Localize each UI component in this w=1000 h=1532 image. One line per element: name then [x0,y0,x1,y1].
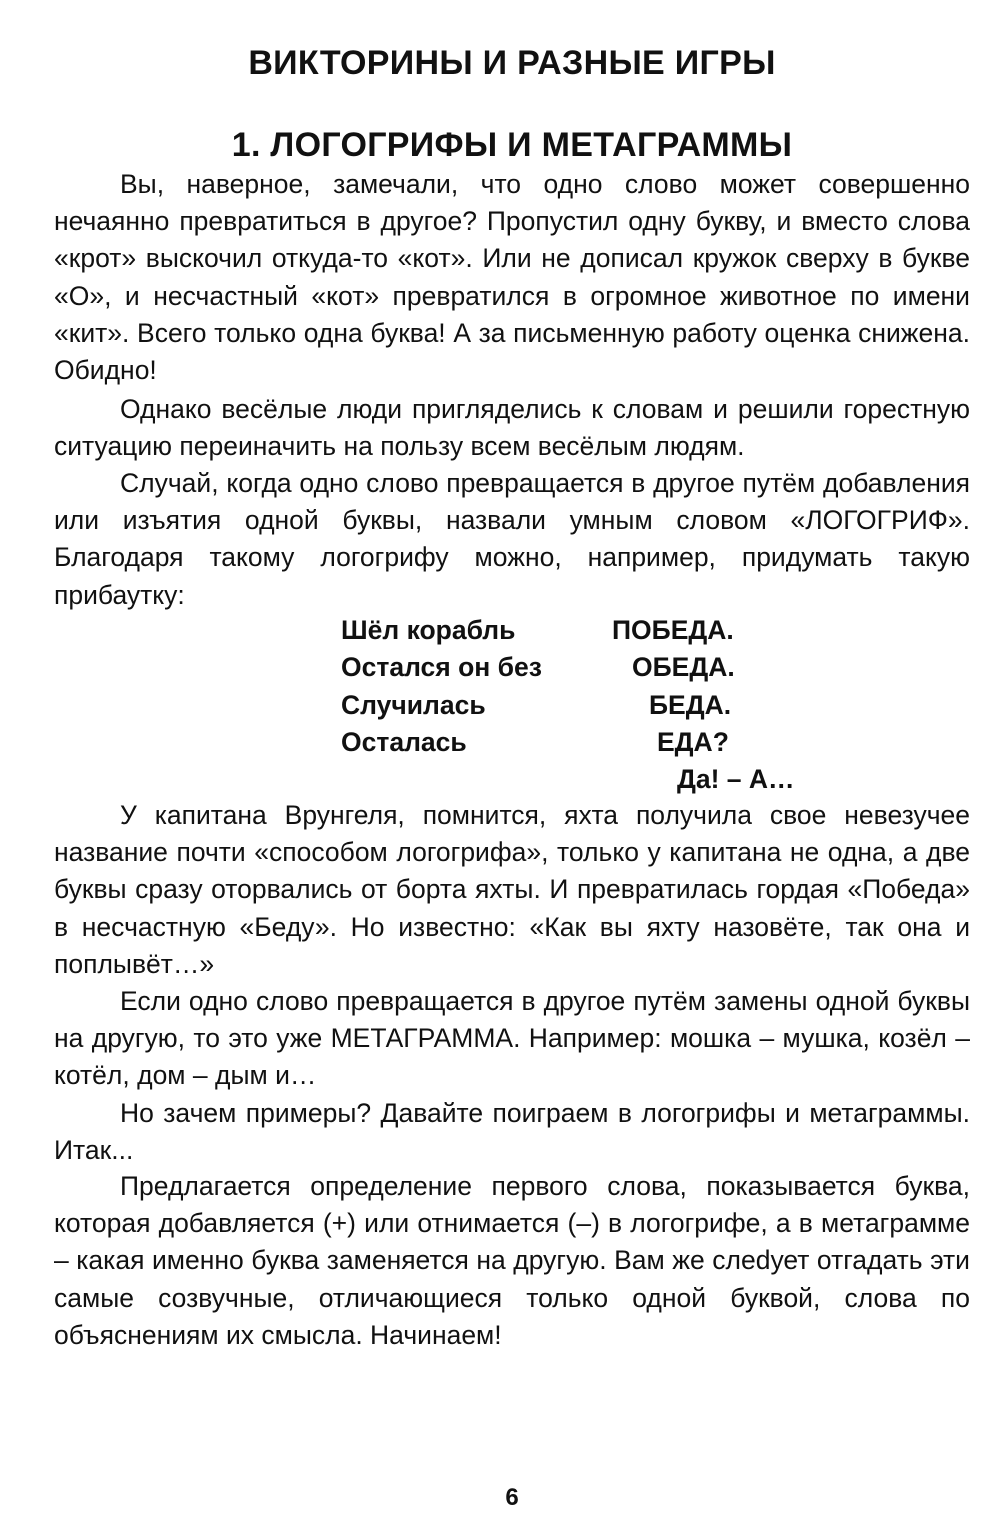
paragraph-lets-play: Но зачем примеры? Давайте поиграем в логогрифы и метаграммы. Итак... [54,1098,970,1166]
poem-right-word: Да! – А… [677,764,795,794]
poem-right-word: ЕДА? [657,727,729,757]
book-page [54,0,970,1532]
chapter-heading: 1. ЛОГОГРИФЫ И МЕТАГРАММЫ [231,126,793,164]
paragraph-intro: Вы, наверное, замечали, что одно слово может совершенно нечаянно превратиться в другое? Пропустил одну букву, и вместо слова «крот» выскочил откуда-то «кот». Или не дописал кружок сверху в букве «О», и несчастный «кот» превратился в огромное животное по имени «кит». Всего только одна буква! А за письменную работу оценка снижена. Обидно! [54,169,970,386]
paragraph-instructions: Предлагается определение первого слова, показывается буква, которая добавляется (+) или отнимается (–) в логогрифе, а в метаграмме – какая именно буква заменяется на другую. Вам же слеdует отгадать эти самые созвучные, отличающиеся только одной буквой, слова по объяснениям их смысла. Начинаем! [54,1171,970,1350]
paragraph-logogriph-definition: Случай, когда одно слово превращается в другое путём добавления или изъятия одной буквы, назвали умным словом «ЛОГОГРИФ». Благодаря такому логогрифу можно, например, придумать такую прибаутку: [54,468,970,610]
poem-right-word: ПОБЕДА. [612,615,734,645]
poem-left-line: Шёл корабль [341,615,516,645]
paragraph-cheerful-people: Однако весёлые люди пригляделись к словам и решили горестную ситуацию переиначить на пользу всем весёлым людям. [54,394,970,462]
poem-left-line: Осталась [341,727,467,757]
poem-right-word: БЕДА. [649,690,732,720]
paragraph-captain-vrungel: У капитана Врунгеля, помнится, яхта получила свое невезучее название почти «способом логогрифа», только у капитана не одна, а две буквы сразу оторвались от борта яхты. И превратилась гордая «Победа» в несчастную «Беду». Но известно: «Как вы яхту назовёте, так она и поплывёт…» [54,800,970,979]
poem-left-line: Случилась [341,690,486,720]
section-heading: ВИКТОРИНЫ И РАЗНЫЕ ИГРЫ [248,44,776,82]
page-number: 6 [505,1484,519,1511]
poem-left-line: Остался он без [341,652,542,682]
poem-right-word: ОБЕДА. [632,652,735,682]
paragraph-metagram-definition: Если одно слово превращается в другое путём замены одной буквы на другую, то это уже МЕТАГРАММА. Например: мошка – мушка, козёл – котёл, дом – дым и… [54,986,970,1091]
